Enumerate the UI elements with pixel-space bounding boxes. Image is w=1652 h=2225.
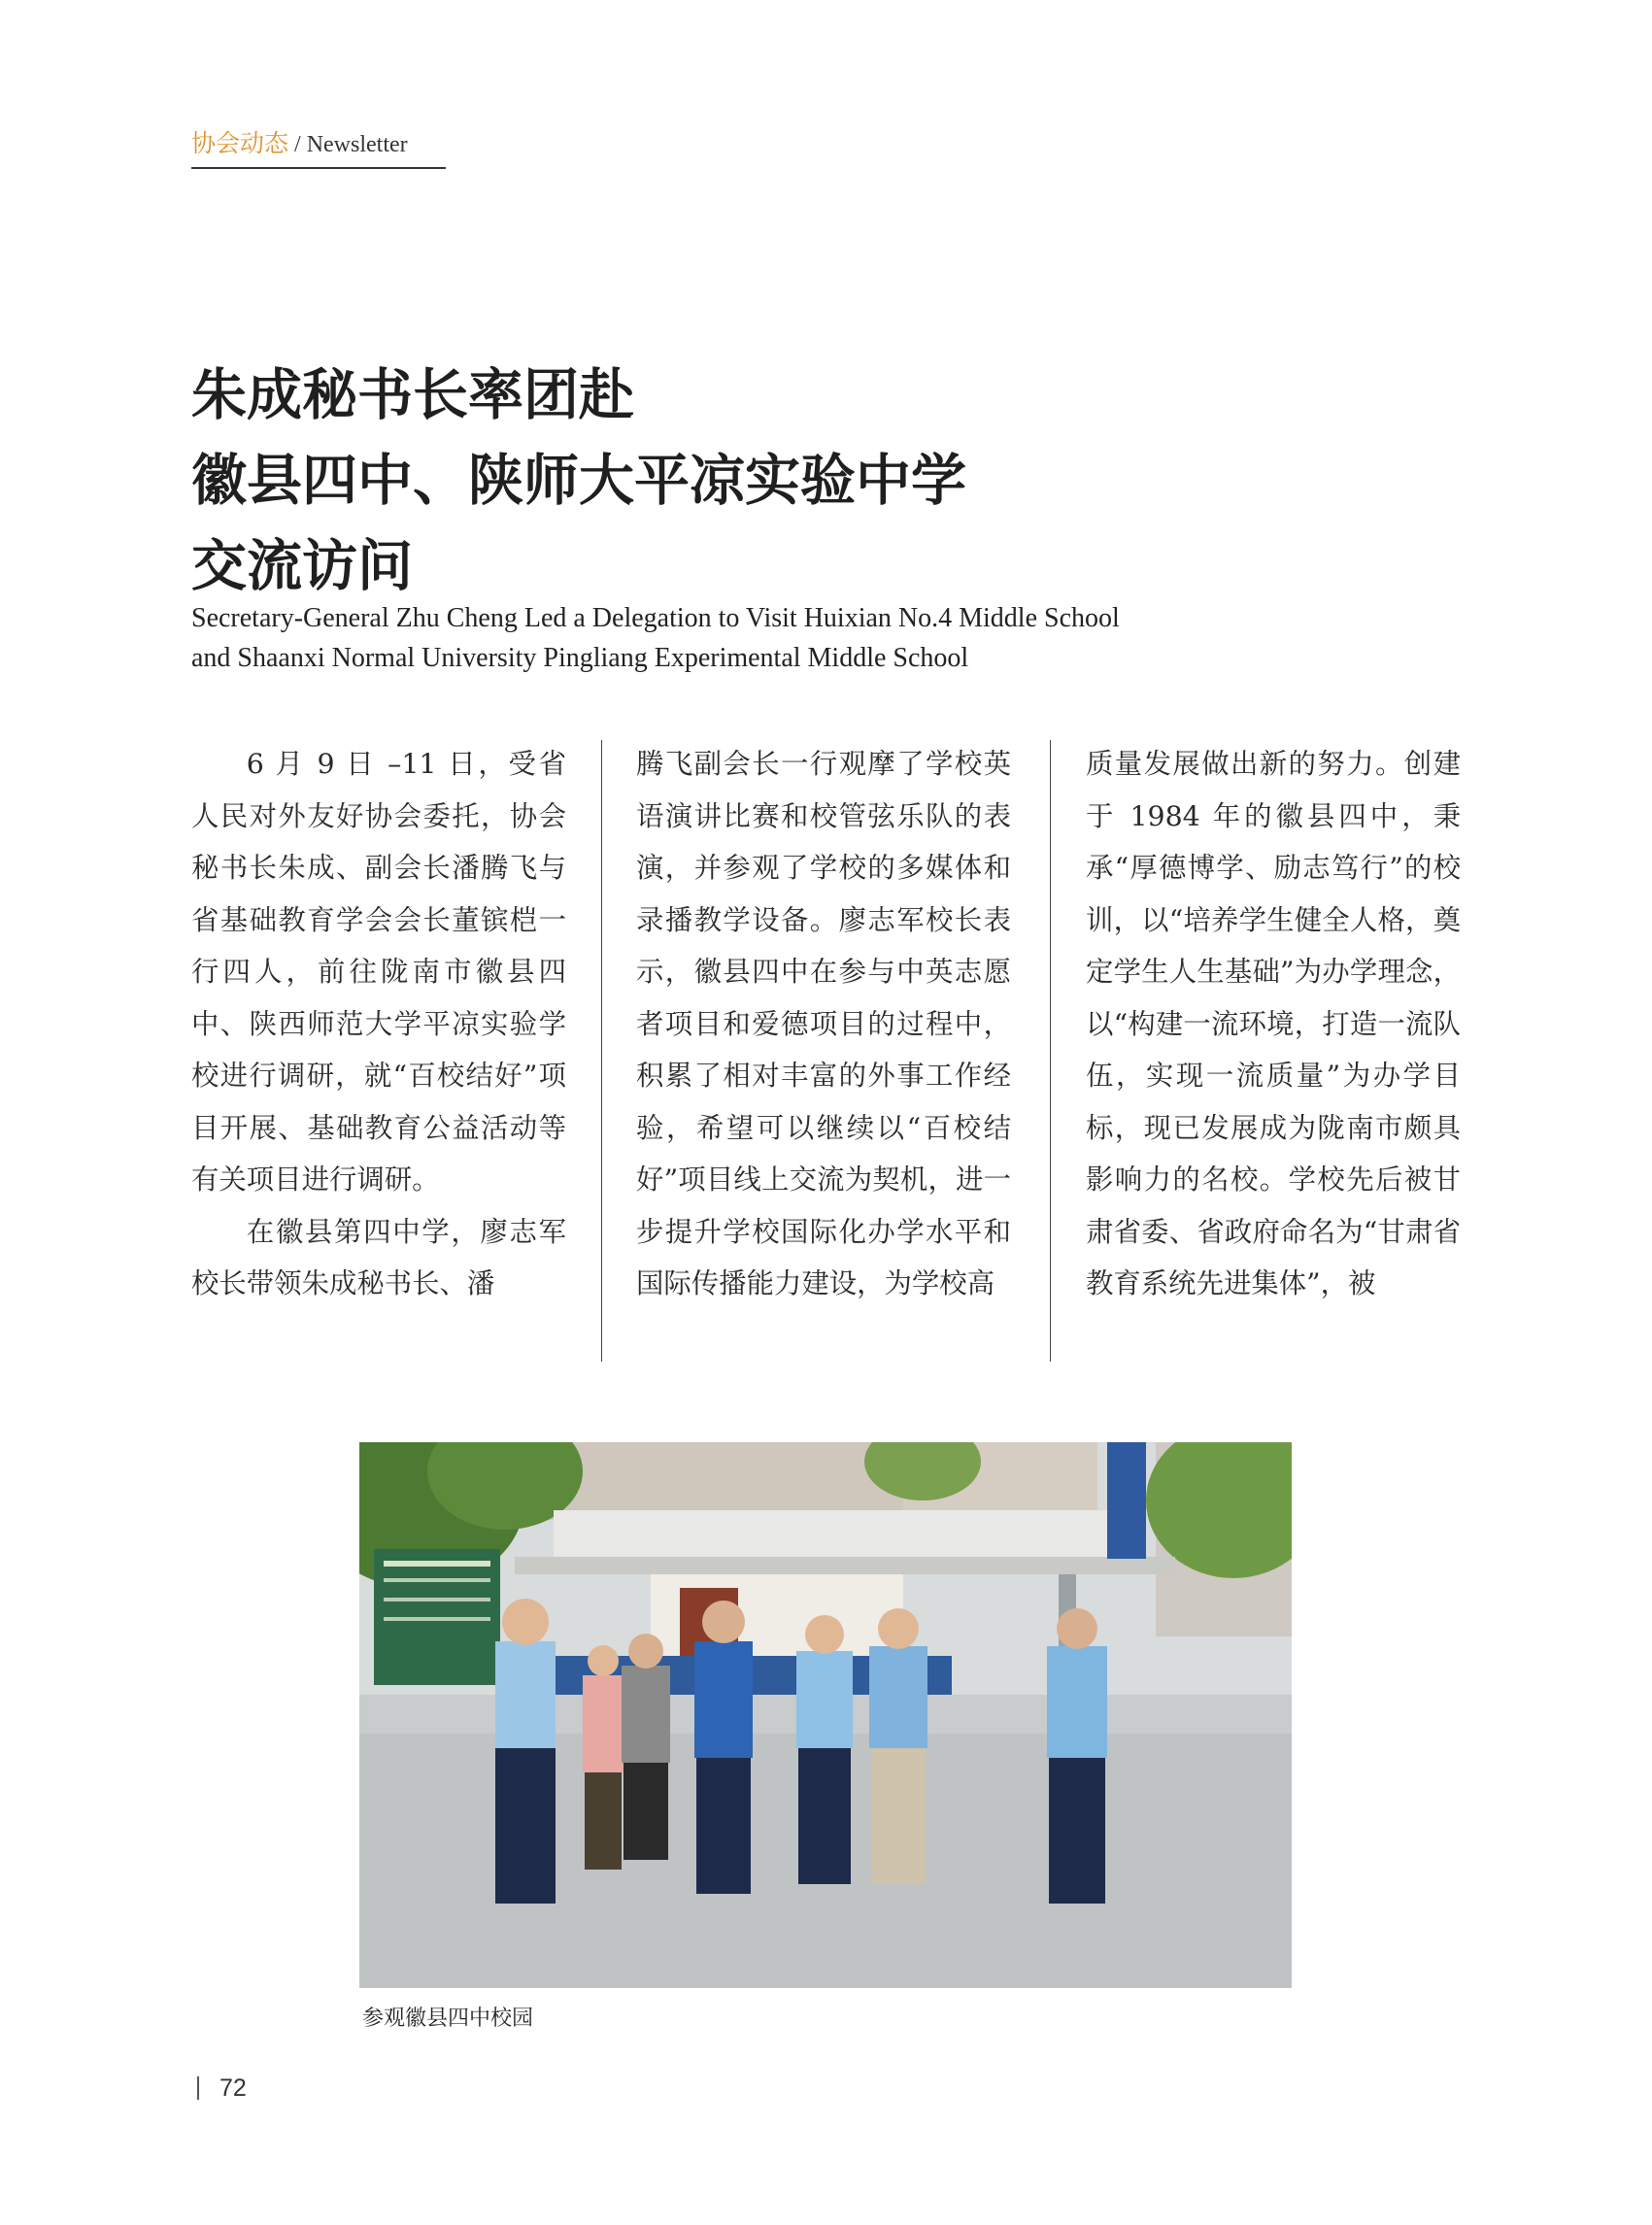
column-divider — [1050, 740, 1051, 1362]
title-line: 朱成秘书长率团赴 — [191, 362, 634, 427]
page-number-rule — [197, 2076, 199, 2100]
body-column-3 — [1086, 738, 1461, 1360]
body-paragraph: 质量发展做出新的努力。创建于 1984 年的徽县四中，秉承“厚德博学、励志笃行”的校训，以“培养学生健全人格，奠定学生人生基础”为办学理念，以“构建一流环境，打造一流队伍，实现一流质量”为办学目标，现已发展成为陇南市颇具影响力的名校。学校先后被甘肃省委、省政府命名为“甘肃省教育系统先进集体”，被 — [1086, 748, 1461, 1299]
section-separator: / — [288, 132, 307, 157]
page-number: 72 — [219, 2074, 247, 2102]
section-label-cn: 协会动态 — [191, 129, 289, 157]
title-line: 徽县四中、陕师大平凉实验中学 — [191, 448, 966, 513]
photo-caption: 参观徽县四中校园 — [362, 2006, 534, 2031]
title-line: 交流访问 — [191, 533, 413, 598]
section-header — [191, 124, 408, 159]
article-subtitle — [191, 598, 1454, 678]
subtitle-line: Secretary-General Zhu Cheng Led a Delegation to Visit Huixian No.4 Middle School — [191, 603, 1120, 633]
body-paragraph: 6 月 9 日 –11 日，受省人民对外友好协会委托，协会秘书长朱成、副会长潘腾飞与省基础教育学会会长董镔桤一行四人，前往陇南市徽县四中、陕西师范大学平凉实验学校进行调研，就“百校结好”项目开展、基础教育公益活动等有关项目进行调研。 — [191, 748, 566, 1196]
subtitle-line: and Shaanxi Normal University Pingliang Experimental Middle School — [191, 643, 969, 673]
header-rule — [191, 167, 446, 169]
column-divider — [601, 740, 602, 1362]
article-title — [191, 353, 1357, 609]
body-column-2 — [636, 738, 1011, 1360]
section-label-en: Newsletter — [306, 132, 408, 157]
body-column-1 — [191, 738, 566, 1360]
photo-illustration — [359, 1442, 1292, 1988]
body-paragraph: 腾飞副会长一行观摩了学校英语演讲比赛和校管弦乐队的表演，并参观了学校的多媒体和录播教学设备。廖志军校长表示，徽县四中在参与中英志愿者项目和爱德项目的过程中，积累了相对丰富的外事工作经验，希望可以继续以“百校结好”项目线上交流为契机，进一步提升学校国际化办学水平和国际传播能力建设，为学校高 — [636, 748, 1011, 1299]
body-paragraph: 在徽县第四中学，廖志军校长带领朱成秘书长、潘 — [191, 1215, 566, 1299]
campus-visit-photo — [359, 1442, 1292, 1988]
